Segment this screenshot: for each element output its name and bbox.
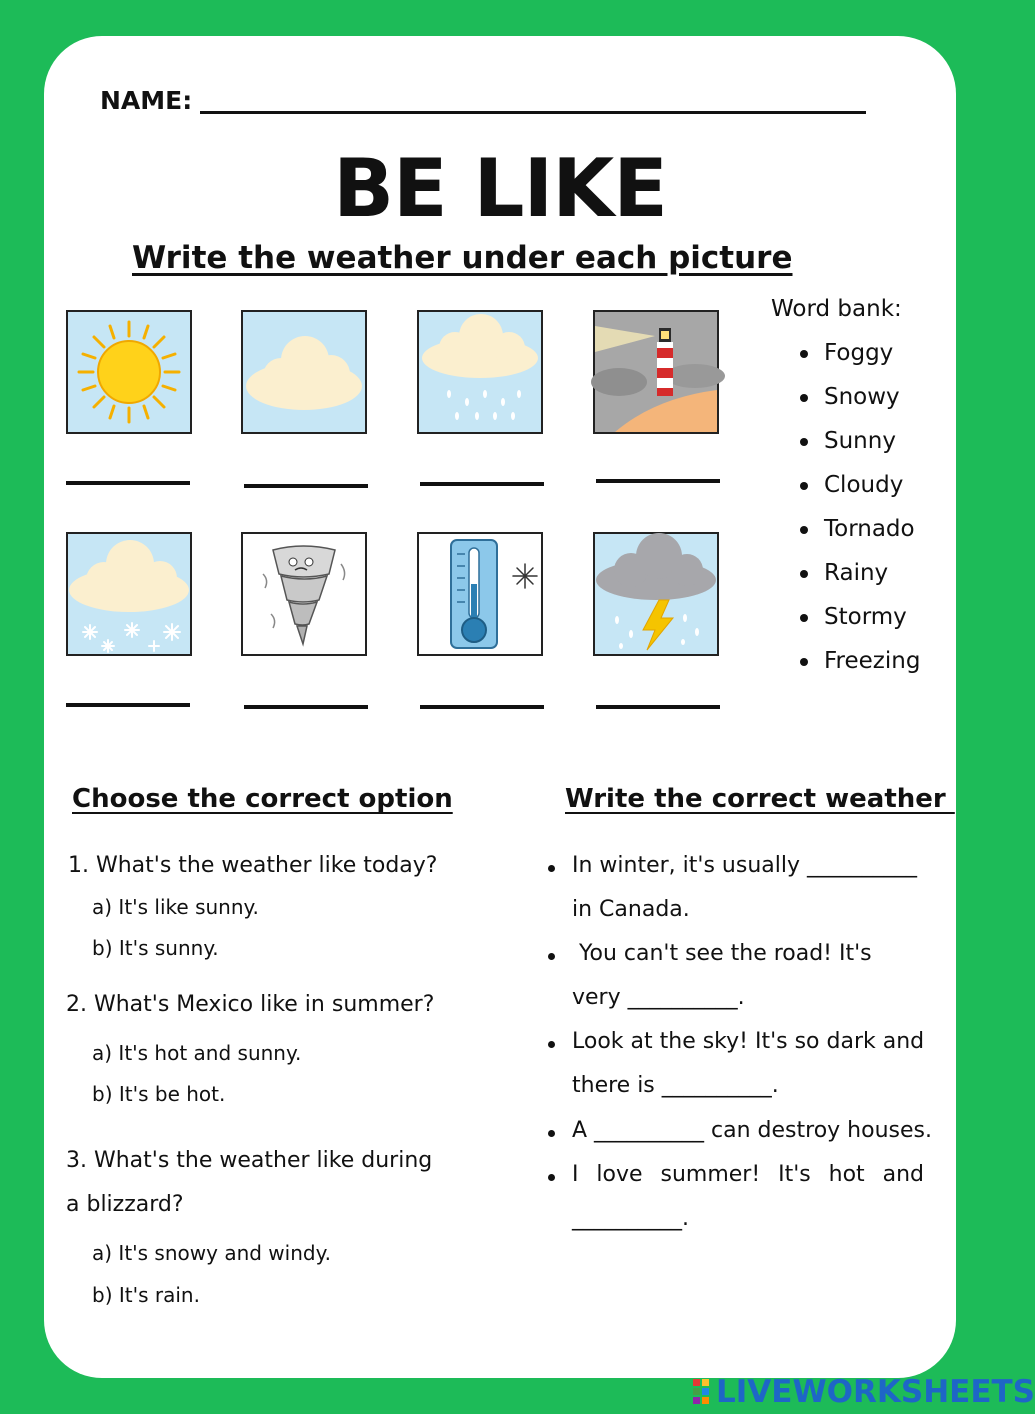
- answer-line[interactable]: [596, 479, 720, 483]
- thermometer-icon: [419, 534, 541, 654]
- write-item-1: In winter, it's usually __________: [572, 853, 917, 878]
- lighthouse-icon: [595, 312, 717, 432]
- word-bank-item: Freezing: [800, 648, 920, 674]
- cloudy-picture: [241, 310, 367, 434]
- storm-cloud-icon: [595, 534, 717, 654]
- word-bank-item: Sunny: [800, 428, 896, 454]
- write-item-2: You can't see the road! It's: [572, 941, 872, 966]
- word-bank-item: Stormy: [800, 604, 907, 630]
- liveworksheets-logo[interactable]: LIVEWORKSHEETS: [716, 1374, 1035, 1410]
- question-2: 2. What's Mexico like in summer?: [66, 992, 435, 1017]
- sun-icon: [68, 312, 190, 432]
- option-2a[interactable]: a) It's hot and sunny.: [92, 1041, 302, 1065]
- word-bank-item: Tornado: [800, 516, 915, 542]
- answer-line[interactable]: [244, 484, 368, 488]
- answer-line[interactable]: [66, 481, 190, 485]
- word-bank-label: Word bank:: [771, 296, 902, 322]
- answer-line[interactable]: [244, 705, 368, 709]
- answer-line[interactable]: [596, 705, 720, 709]
- write-item-5: I love summer! It's hot and: [572, 1162, 924, 1187]
- stormy-picture: [593, 532, 719, 656]
- foggy-lighthouse-picture: [593, 310, 719, 434]
- write-item-5-continued: __________.: [572, 1206, 689, 1231]
- option-3b[interactable]: b) It's rain.: [92, 1283, 200, 1307]
- snowflake-icon: [513, 564, 537, 588]
- write-item-2-continued: very __________.: [572, 985, 745, 1010]
- word-bank-item: Snowy: [800, 384, 900, 410]
- name-label: NAME:: [100, 86, 193, 115]
- option-2b[interactable]: b) It's be hot.: [92, 1082, 226, 1106]
- write-item-1-continued: in Canada.: [572, 897, 690, 922]
- liveworksheets-logo-icon: [693, 1379, 709, 1405]
- snowy-picture: [66, 532, 192, 656]
- write-item-3-continued: there is __________.: [572, 1073, 779, 1098]
- worksheet-title: BE LIKE: [333, 142, 667, 235]
- cloud-icon: [243, 312, 365, 432]
- option-1a[interactable]: a) It's like sunny.: [92, 895, 259, 919]
- answer-line[interactable]: [420, 482, 544, 486]
- snow-cloud-icon: [68, 534, 190, 654]
- freezing-thermometer-picture: [417, 532, 543, 656]
- tornado-picture: [241, 532, 367, 656]
- rainy-picture: [417, 310, 543, 434]
- sunny-picture: [66, 310, 192, 434]
- question-3: 3. What's the weather like during: [66, 1148, 433, 1173]
- instruction-subtitle: Write the weather under each picture: [132, 240, 793, 276]
- rain-cloud-icon: [419, 312, 541, 432]
- word-bank-item: Rainy: [800, 560, 888, 586]
- answer-line[interactable]: [420, 705, 544, 709]
- choose-section-title: Choose the correct option: [72, 784, 453, 814]
- answer-line[interactable]: [66, 703, 190, 707]
- option-1b[interactable]: b) It's sunny.: [92, 936, 219, 960]
- question-3-continued: a blizzard?: [66, 1192, 184, 1217]
- tornado-icon: [243, 534, 365, 654]
- word-bank-item: Foggy: [800, 340, 893, 366]
- write-item-3: Look at the sky! It's so dark and: [572, 1029, 924, 1054]
- word-bank-item: Cloudy: [800, 472, 903, 498]
- question-1: 1. What's the weather like today?: [68, 853, 438, 878]
- name-input-line[interactable]: [200, 111, 866, 114]
- write-section-title: Write the correct weather: [565, 784, 955, 814]
- option-3a[interactable]: a) It's snowy and windy.: [92, 1241, 331, 1265]
- write-item-4: A __________ can destroy houses.: [572, 1118, 932, 1143]
